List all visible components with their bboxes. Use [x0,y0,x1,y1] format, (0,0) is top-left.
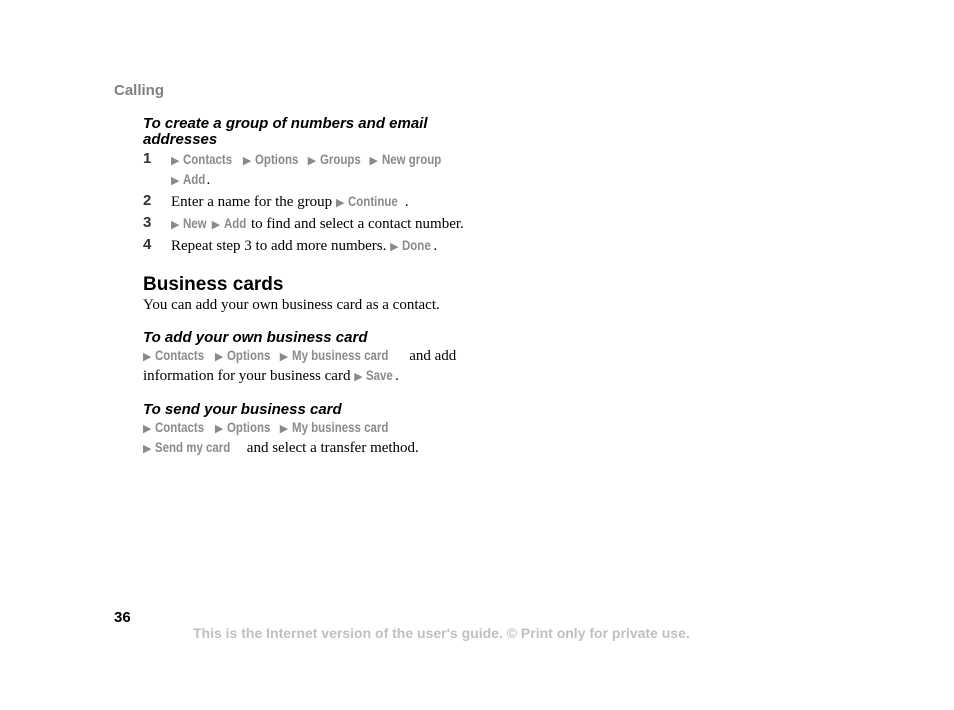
instruction-text: and select a transfer method. [246,440,419,456]
menu-contacts: Contacts [183,151,233,167]
task-title-create-group: To create a group of numbers and email addresses [143,115,428,148]
section-label: Calling [114,82,165,99]
arrow-right-icon: ▶ [143,443,152,455]
step-number: 1 [143,150,152,167]
arrow-right-icon: ▶ [143,423,152,435]
arrow-right-icon: ▶ [211,219,221,231]
page-number: 36 [114,609,131,626]
arrow-right-icon: ▶ [171,175,180,187]
arrow-right-icon: ▶ [171,155,180,167]
menu-contacts: Contacts [155,419,205,435]
menu-options: Options [227,419,271,435]
step-end: . [433,238,438,254]
arrow-right-icon: ▶ [390,241,399,253]
send-card-instructions [143,418,473,458]
step-text: Repeat step 3 to add more numbers. [171,238,387,254]
business-cards-intro: You can add your own business card as a contact. [143,297,440,313]
add-card-instructions [143,346,473,386]
create-group-steps [143,150,473,256]
arrow-right-icon: ▶ [214,351,224,363]
section-heading-business-cards: Business cards [143,274,284,295]
menu-done: Done [402,237,432,253]
step-end: . [206,172,211,188]
step-text: Enter a name for the group [171,194,333,210]
step-end: . [404,194,409,210]
menu-options: Options [227,347,271,363]
step-3 [143,214,473,234]
instruction-text: and add information for your business card [143,348,457,384]
arrow-right-icon: ▶ [279,351,289,363]
arrow-right-icon: ▶ [279,423,289,435]
menu-groups: Groups [319,151,361,167]
menu-new-group: New group [381,151,442,167]
step-1 [143,150,473,190]
footer-notice: This is the Internet version of the user's guide. © Print only for private use. [193,625,690,641]
menu-save: Save [366,367,394,383]
menu-options: Options [255,151,299,167]
arrow-right-icon: ▶ [242,155,252,167]
menu-my-business-card: My business card [291,419,389,435]
task-title-send-card: To send your business card [143,401,342,418]
instruction-end: . [395,368,399,384]
page-content [143,116,473,458]
step-2 [143,192,473,212]
arrow-right-icon: ▶ [369,155,378,167]
menu-contacts: Contacts [155,347,205,363]
step-number: 4 [143,236,152,253]
arrow-right-icon: ▶ [354,371,363,383]
step-4 [143,236,473,256]
menu-add: Add [223,215,247,231]
menu-send-my-card: Send my card [155,439,231,455]
arrow-right-icon: ▶ [214,423,224,435]
task-title-add-card: To add your own business card [143,329,368,346]
menu-continue: Continue [348,193,398,209]
step-text: to find and select a contact number. [250,216,464,232]
step-number: 2 [143,192,152,209]
arrow-right-icon: ▶ [335,197,345,209]
arrow-right-icon: ▶ [307,155,317,167]
step-number: 3 [143,214,152,231]
arrow-right-icon: ▶ [171,219,180,231]
menu-add: Add [183,171,206,187]
menu-new: New [183,215,207,231]
arrow-right-icon: ▶ [143,351,152,363]
menu-my-business-card: My business card [291,347,389,363]
